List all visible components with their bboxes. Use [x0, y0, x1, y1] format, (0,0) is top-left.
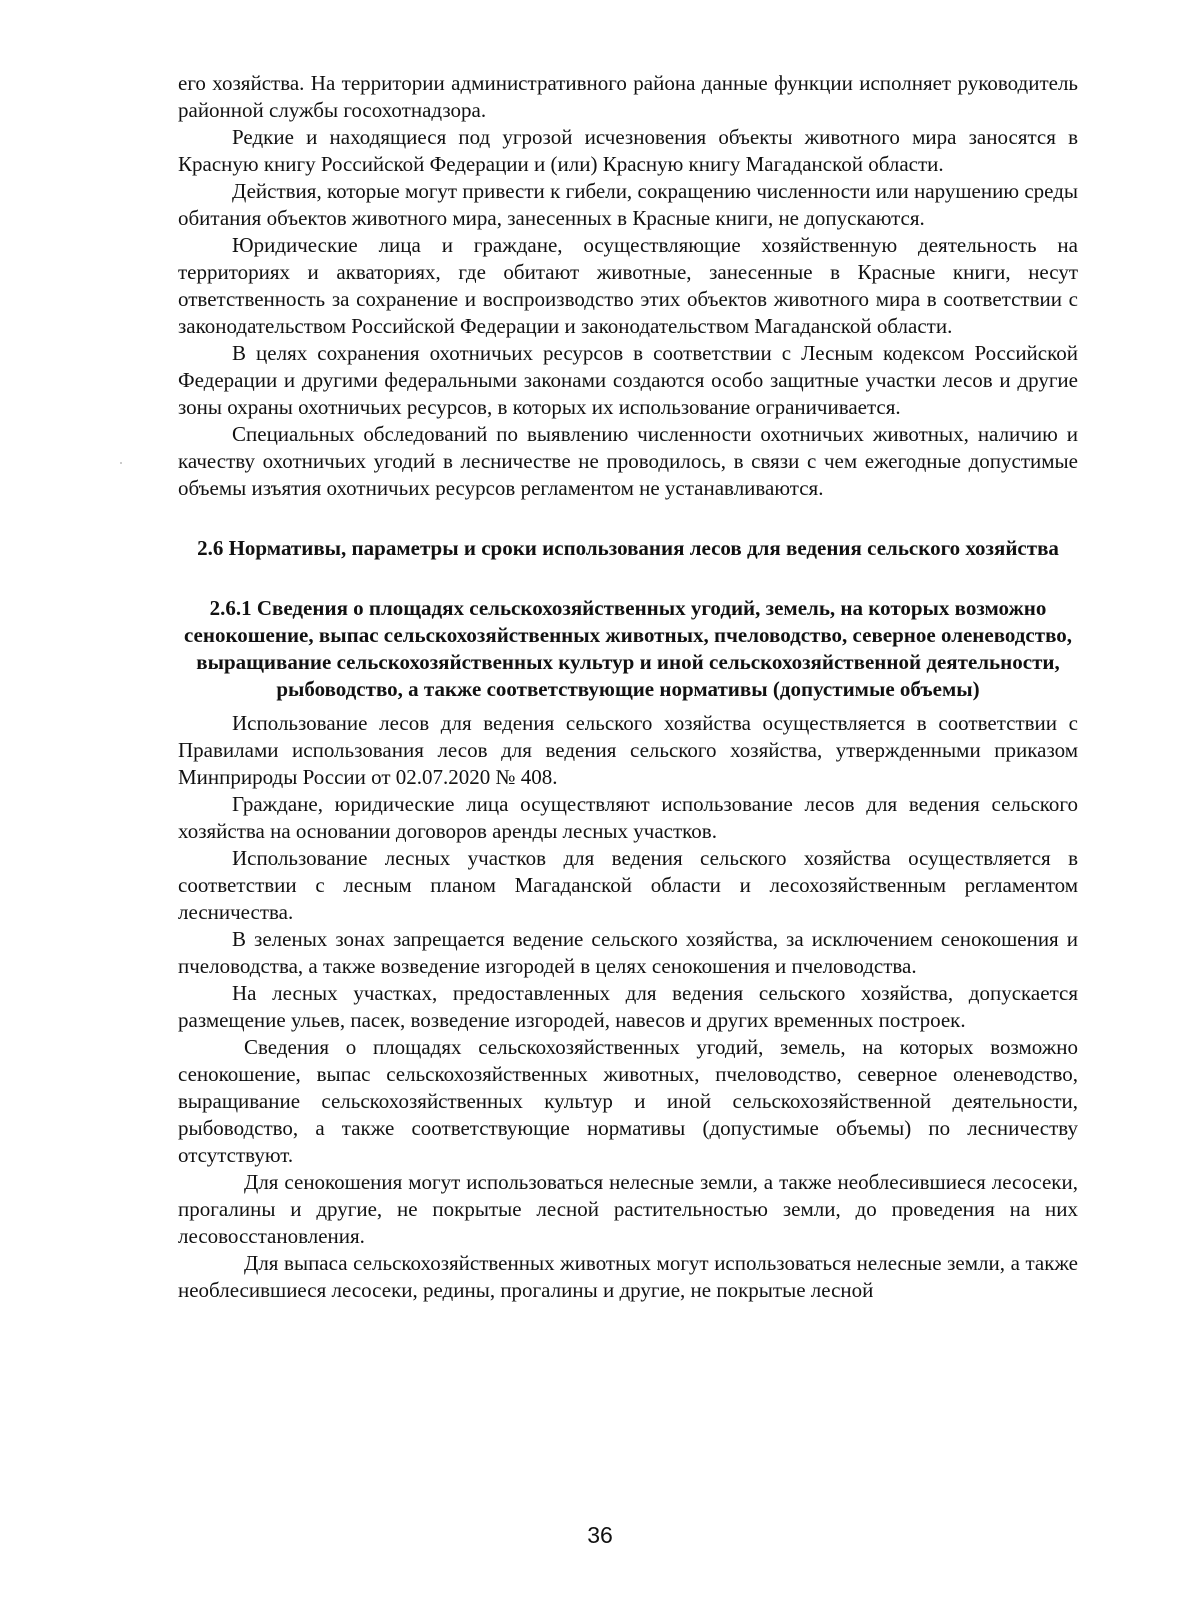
paragraph-red-book: Редкие и находящиеся под угрозой исчезновения объекты животного мира заносятся в Красную книгу Российской Федерации и (или) Красную книгу Магаданской области.: [178, 125, 1078, 176]
paragraph-temporary-structures: На лесных участках, предоставленных для ведения сельского хозяйства, допускается размещение ульев, пасек, возведение изгородей, навесов и других временных построек.: [178, 981, 1078, 1032]
paragraph-continuation: его хозяйства. На территории административного района данные функции исполняет руководитель районной службы госохотнадзора.: [178, 71, 1078, 122]
paragraph-usage-rules: Использование лесов для ведения сельского хозяйства осуществляется в соответствии с Правилами использования лесов для ведения сельского хозяйства, утвержденными приказом Минприроды России от 02.07.2020 № 408.: [178, 711, 1078, 789]
paragraph-responsibility: Юридические лица и граждане, осуществляющие хозяйственную деятельность на территориях и акваториях, где обитают животные, занесенные в Красные книги, несут ответственность за сохранение и воспроизводство этих объектов животного мира в соответствии с законодательством Российской Федерации и законодательством Магаданской области.: [178, 233, 1078, 338]
paragraph-grazing: Для выпаса сельскохозяйственных животных могут использоваться нелесные земли, а также необлесившиеся лесосеки, редины, прогалины и другие, не покрытые лесной: [178, 1251, 1078, 1302]
document-page: [178, 70, 1078, 1304]
paragraph-hunting-conservation: В целях сохранения охотничьих ресурсов в соответствии с Лесным кодексом Российской Федерации и другими федеральными законами создаются особо защитные участки лесов и другие зоны охраны охотничьих ресурсов, в которых их использование ограничивается.: [178, 341, 1078, 419]
section-heading: 2.6 Нормативы, параметры и сроки использования лесов для ведения сельского хозяйства: [197, 536, 1059, 560]
paragraph-prohibited-actions: Действия, которые могут привести к гибели, сокращению численности или нарушению среды обитания объектов животного мира, занесенных в Красные книги, не допускаются.: [178, 179, 1078, 230]
paragraph-haymaking: Для сенокошения могут использоваться нелесные земли, а также необлесившиеся лесосеки, прогалины и другие, не покрытые лесной растительностью земли, до проведения на них лесовосстановления.: [178, 1170, 1078, 1248]
scan-artifact: [120, 462, 122, 464]
paragraph-areas-absent: Сведения о площадях сельскохозяйственных угодий, земель, на которых возможно сенокошение, выпас сельскохозяйственных животных, пчеловодство, северное оленеводство, выращивание сельскохозяйственных культур и иной сельскохозяйственной деятельности, рыбоводство, а также соответствующие нормативы (допустимые объемы) по лесничеству отсутствуют.: [178, 1035, 1078, 1167]
paragraph-green-zones: В зеленых зонах запрещается ведение сельского хозяйства, за исключением сенокошения и пчеловодства, а также возведение изгородей в целях сенокошения и пчеловодства.: [178, 927, 1078, 978]
page-number: 36: [587, 1522, 613, 1548]
paragraph-lease-basis: Граждане, юридические лица осуществляют использование лесов для ведения сельского хозяйства на основании договоров аренды лесных участков.: [178, 792, 1078, 843]
paragraph-forest-plan: Использование лесных участков для ведения сельского хозяйства осуществляется в соответствии с лесным планом Магаданской области и лесохозяйственным регламентом лесничества.: [178, 846, 1078, 924]
subsection-heading: 2.6.1 Сведения о площадях сельскохозяйственных угодий, земель, на которых возможно сенокошение, выпас сельскохозяйственных животных, пчеловодство, северное оленеводство, выращивание сельскохозяйственных культур и иной сельскохозяйственной деятельности, рыбоводство, а также соответствующие нормативы (допустимые объемы): [183, 596, 1073, 701]
paragraph-surveys: Специальных обследований по выявлению численности охотничьих животных, наличию и качеству охотничьих угодий в лесничестве не проводилось, в связи с чем ежегодные допустимые объемы изъятия охотничьих ресурсов регламентом не устанавливаются.: [178, 422, 1078, 500]
